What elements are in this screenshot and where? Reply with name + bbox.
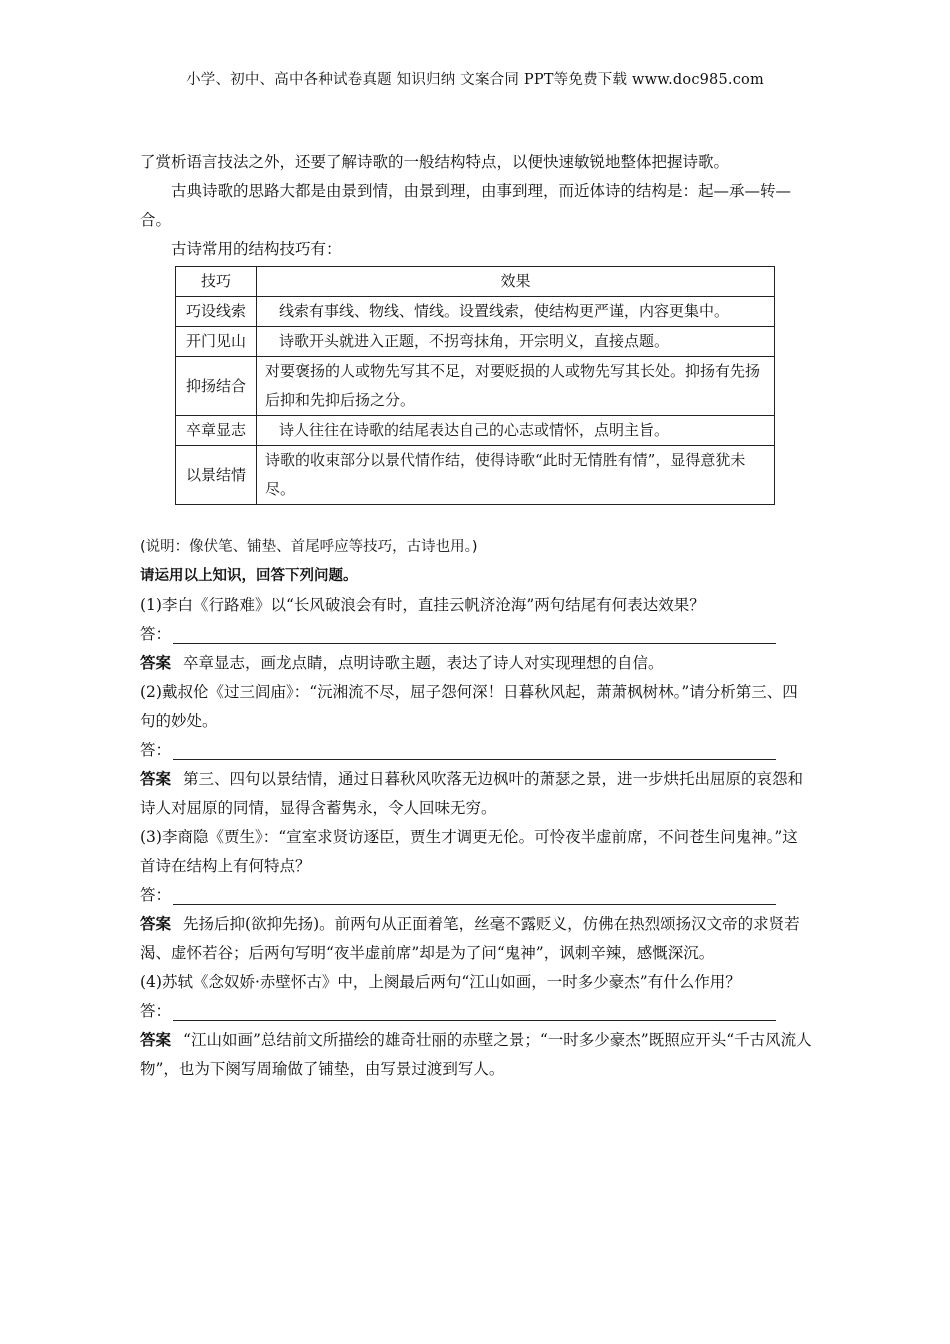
table-header-row	[176, 267, 775, 297]
answer-4	[140, 1026, 812, 1084]
table-row	[176, 327, 775, 357]
answer-blank[interactable]	[173, 1000, 776, 1021]
answer-line-2	[140, 736, 812, 765]
answer-label: 答案	[140, 915, 172, 933]
intro-paragraph-1: 了赏析语言技法之外，还要了解诗歌的一般结构特点，以便快速敏锐地整体把握诗歌。	[140, 153, 730, 171]
table-row	[176, 446, 775, 505]
intro-paragraph-3: 古诗常用的结构技巧有：	[171, 240, 342, 258]
answer-blank[interactable]	[173, 884, 776, 905]
effect-cell: 对要褒扬的人或物先写其不足，对要贬损的人或物先写其长处。抑扬有先扬后抑和先抑后扬之分。	[257, 357, 775, 416]
answer-blank[interactable]	[173, 623, 776, 644]
answer-line-1	[140, 620, 812, 649]
effect-cell: 诗人往往在诗歌的结尾表达自己的心志或情怀，点明主旨。	[257, 416, 775, 446]
answer-blank[interactable]	[173, 739, 776, 760]
effect-cell: 诗歌开头就进入正题，不拐弯抹角，开宗明义，直接点题。	[257, 327, 775, 357]
answer-line-3	[140, 881, 812, 910]
technique-cell: 以景结情	[176, 446, 257, 505]
technique-cell: 卒章显志	[176, 416, 257, 446]
answer-text: 先扬后抑(欲抑先扬)。前两句从正面着笔，丝毫不露贬义，仿佛在热烈颂扬汉文帝的求贤若渴、虚怀若谷；后两句写明“夜半虚前席”却是为了问“鬼神”，讽刺辛辣，感慨深沉。	[140, 915, 800, 962]
question-2: (2)戴叔伦《过三闾庙》：“沅湘流不尽，屈子怨何深！日暮秋风起，萧萧枫树林。”请分析第三、四句的妙处。	[140, 683, 798, 730]
answer-3	[140, 910, 812, 968]
technique-cell: 巧设线索	[176, 297, 257, 327]
technique-cell: 抑扬结合	[176, 357, 257, 416]
answer-label: 答案	[140, 770, 172, 788]
document-body	[140, 148, 812, 1084]
answer-line-4	[140, 997, 812, 1026]
question-4: (4)苏轼《念奴娇·赤壁怀古》中，上阕最后两句“江山如画，一时多少豪杰”有什么作用？	[140, 973, 741, 991]
header-technique: 技巧	[176, 267, 257, 297]
answer-text: 卒章显志，画龙点睛，点明诗歌主题，表达了诗人对实现理想的自信。	[183, 654, 664, 672]
effect-cell: 线索有事线、物线、情线。设置线索，使结构更严谨，内容更集中。	[257, 297, 775, 327]
answer-prefix: 答：	[140, 886, 172, 904]
table-row	[176, 297, 775, 327]
techniques-table	[175, 266, 775, 505]
answer-text: “江山如画”总结前文所描绘的雄奇壮丽的赤壁之景；“一时多少豪杰”既照应开头“千古风流人物”，也为下阕写周瑜做了铺垫，由写景过渡到写人。	[140, 1031, 812, 1078]
table-row	[176, 416, 775, 446]
question-1: (1)李白《行路难》以“长风破浪会有时，直挂云帆济沧海”两句结尾有何表达效果？	[140, 596, 705, 614]
answer-1	[140, 649, 812, 678]
page-header: 小学、初中、高中各种试卷真题 知识归纳 文案合同 PPT等免费下载 www.doc985.com	[186, 72, 764, 88]
question-3: (3)李商隐《贾生》：“宣室求贤访逐臣，贾生才调更无伦。可怜夜半虚前席，不问苍生问鬼神。”这首诗在结构上有何特点？	[140, 828, 798, 875]
answer-prefix: 答：	[140, 1002, 172, 1020]
answer-label: 答案	[140, 654, 172, 672]
instruction: 请运用以上知识，回答下列问题。	[140, 568, 358, 584]
table-row	[176, 357, 775, 416]
answer-label: 答案	[140, 1031, 172, 1049]
note: (说明：像伏笔、铺垫、首尾呼应等技巧，古诗也用。)	[140, 539, 478, 555]
answer-text: 第三、四句以景结情，通过日暮秋风吹落无边枫叶的萧瑟之景，进一步烘托出屈原的哀怨和诗人对屈原的同情，显得含蓄隽永，令人回味无穷。	[140, 770, 804, 817]
intro-paragraph-2: 古典诗歌的思路大都是由景到情，由景到理，由事到理，而近体诗的结构是：起—承—转—合。	[140, 182, 792, 229]
answer-prefix: 答：	[140, 741, 172, 759]
technique-cell: 开门见山	[176, 327, 257, 357]
header-effect: 效果	[257, 267, 775, 297]
effect-cell: 诗歌的收束部分以景代情作结，使得诗歌“此时无情胜有情”，显得意犹未尽。	[257, 446, 775, 505]
answer-2	[140, 765, 812, 823]
answer-prefix: 答：	[140, 625, 172, 643]
